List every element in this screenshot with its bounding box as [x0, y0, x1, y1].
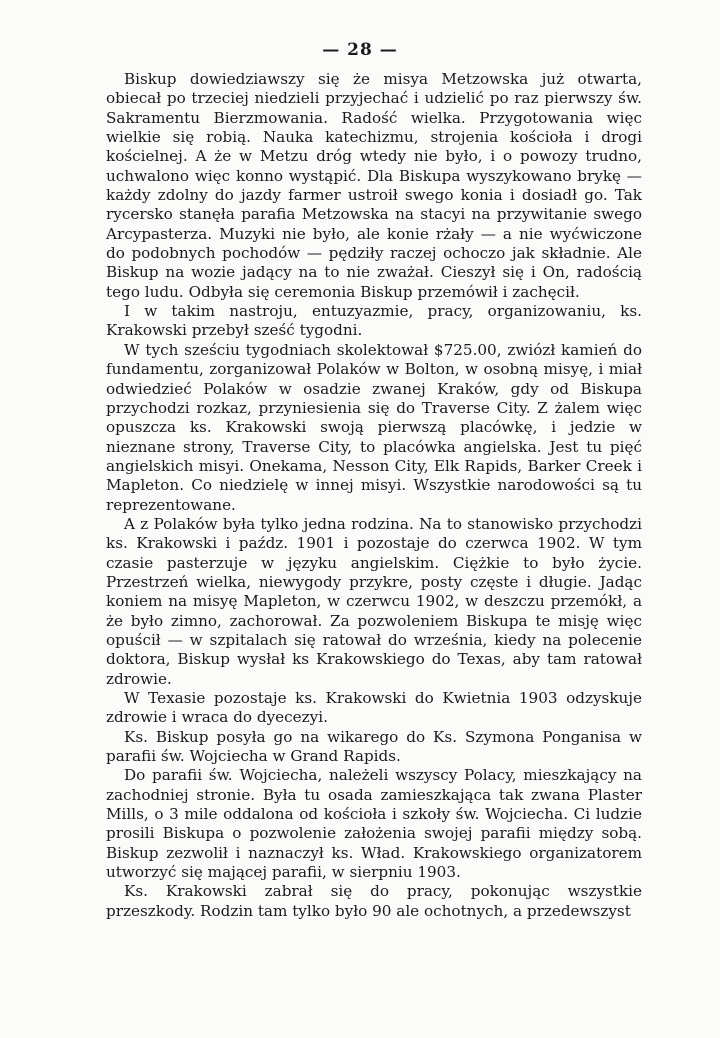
paragraph: Biskup dowiedziawszy się że misya Metzowska już otwarta, obiecał po trzeciej niedzieli przyjechać i udzielić po raz pierwszy św. Sakramentu Bierzmowania. Radość wielka. Przygotowania więc wielkie się robią. Nauka katechizmu, strojenia kościoła i drogi kościelnej. A że w Metzu dróg wtedy nie było, i o powozy trudno, uchwalono więc konno wystąpić. Dla Biskupa wyszykowano brykę — każdy zdolny do jazdy farmer ustroił swego konia i dosiadł go. Tak rycersko stanęła parafia Metzowska na stacyi na przywitanie swego Arcypasterza. Muzyki nie było, ale konie rżały — a nie wyćwiczone do podobnych pochodów — pędziły raczej ochoczo jak składnie. Ale Biskup na wozie jadący na to nie zważał. Cieszył się i On, radością tego ludu. Odbyła się ceremonia Biskup przemówił i zachęcił.: [106, 70, 642, 301]
paragraph: I w takim nastroju, entuzyazmie, pracy, organizowaniu, ks. Krakowski przebył sześć tygodni.: [106, 302, 642, 340]
page-number: — 28 —: [322, 40, 398, 60]
paragraph: A z Polaków była tylko jedna rodzina. Na to stanowisko przychodzi ks. Krakowski i paźdz. 1901 i pozostaje do czerwca 1902. W tym czasie pasterzuje w języku angielskim. Ciężkie to było życie. Przestrzeń wielka, niewygody przykre, posty częste i długie. Jadąc koniem na misyę Mapleton, w czerwcu 1902, w deszczu przemókł, a że było zimno, zachorował. Za pozwoleniem Biskupa te misję więc opuścił — w szpitalach się ratował do września, kiedy na polecenie doktora, Biskup wysłał ks Krakowskiego do Texas, aby tam ratował zdrowie.: [106, 514, 642, 688]
paragraph: Ks. Krakowski zabrał się do pracy, pokonując wszystkie przeszkody. Rodzin tam tylko było 90 ale ochotnych, a przedewszyst: [106, 882, 642, 920]
paragraph: Do parafii św. Wojciecha, należeli wszyscy Polacy, mieszkający na zachodniej stronie. Była tu osada zamieszkająca tak zwana Plaster Mills, o 3 mile oddalona od kościoła i szkoły św. Wojciecha. Ci ludzie prosili Biskupa o pozwolenie założenia swojej parafii między sobą. Biskup zezwolił i naznaczył ks. Wład. Krakowskiego organizatorem utworzyć się mającej parafii, w sierpniu 1903.: [106, 766, 642, 882]
paragraph: W tych sześciu tygodniach skolektował $725.00, zwiózł kamień do fundamentu, zorganizował Polaków w Bolton, w osobną misyę, i miał odwiedzieć Polaków w osadzie zwanej Kraków, gdy od Biskupa przychodzi rozkaz, przyniesienia się do Traverse City. Z żalem więc opuszcza ks. Krakowski swoją pierwszą placówkę, i jedzie w nieznane strony, Traverse City, to placówka angielska. Jest tu pięć angielskich misyi. Onekama, Nesson City, Elk Rapids, Barker Creek i Mapleton. Co niedzielę w innej misyi. Wszystkie narodowości są tu reprezentowane.: [106, 340, 642, 514]
text-body: [106, 70, 642, 921]
paragraph: W Texasie pozostaje ks. Krakowski do Kwietnia 1903 odzyskuje zdrowie i wraca do dyecezyi.: [106, 689, 642, 727]
paragraph: Ks. Biskup posyła go na wikarego do Ks. Szymona Ponganisa w parafii św. Wojciecha w Grand Rapids.: [106, 727, 642, 766]
